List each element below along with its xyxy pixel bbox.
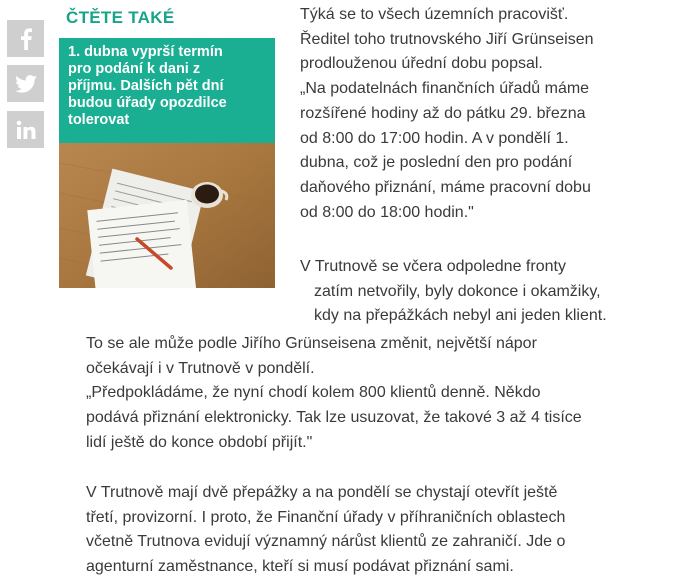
- text-line: očekávají i v Trutnově v pondělí.: [86, 359, 315, 377]
- text-line: Týká se to všech územních pracovišť.: [300, 6, 569, 23]
- related-article-title[interactable]: [59, 38, 275, 143]
- facebook-icon: [19, 28, 33, 50]
- text-line: prodlouženou úřední dobu popsal.: [300, 55, 543, 73]
- related-article-card[interactable]: [59, 38, 275, 288]
- share-twitter-button[interactable]: [7, 65, 44, 102]
- related-title-line: příjmu. Dalších pět dní: [68, 78, 224, 94]
- article-paragraph: [300, 3, 625, 225]
- text-line: V Trutnově mají dvě přepážky a na pondělí se chystají otevřít ještě: [86, 484, 558, 501]
- linkedin-icon: [16, 120, 36, 140]
- share-facebook-button[interactable]: [7, 20, 44, 57]
- text-line: To se ale může podle Jiřího Grünseisena změnit, největší nápor: [86, 335, 537, 352]
- tax-forms-coffee-photo: [59, 143, 275, 288]
- text-line: lidí ještě do konce období přijít.": [86, 433, 313, 451]
- text-line: kdy na přepážkách nebyl ani jeden klient.: [314, 307, 607, 325]
- twitter-icon: [15, 75, 37, 93]
- text-line: „Předpokládáme, že nyní chodí kolem 800 klientů denně. Někdo: [86, 384, 541, 402]
- text-line: dubna, což je poslední den pro podání: [300, 154, 573, 172]
- text-line: podává přiznání elektronicky. Tak lze usuzovat, že takové 3 až 4 tisíce: [86, 409, 582, 427]
- text-line: Ředitel toho trutnovského Jiří Grünseisen: [300, 30, 594, 48]
- text-line: zatím netvořily, byly dokonce i okamžiky,: [314, 282, 601, 300]
- related-title-line: 1. dubna vyprší termín: [68, 44, 223, 60]
- related-title-line: budou úřady opozdilce: [68, 95, 227, 111]
- related-title-line: pro podání k dani z: [68, 61, 201, 77]
- text-line: od 8:00 do 17:00 hodin. A v pondělí 1.: [300, 129, 569, 147]
- share-linkedin-button[interactable]: [7, 111, 44, 148]
- text-line: V Trutnově se včera odpoledne fronty: [300, 258, 566, 275]
- text-line: včetně Trutnova evidují významný nárůst klientů ze zahraničí. Jde o: [86, 533, 566, 551]
- related-section-title: ČTĚTE TAKÉ: [66, 8, 175, 27]
- text-line: daňového přiznání, máme pracovní dobu: [300, 178, 591, 196]
- article-paragraph: [300, 255, 630, 329]
- related-title-line: tolerovat: [68, 112, 130, 128]
- text-line: rozšířené hodiny až do pátku 29. března: [300, 104, 586, 122]
- text-line: od 8:00 do 18:00 hodin.": [300, 203, 474, 221]
- article-paragraph: [86, 332, 626, 456]
- text-line: agenturní zaměstnance, kteří si musí podávat přiznání sami.: [86, 558, 514, 576]
- text-line: třetí, provizorní. I proto, že Finanční úřady v příhraničních oblastech: [86, 508, 566, 526]
- text-line: „Na podatelnách finančních úřadů máme: [300, 80, 590, 98]
- article-paragraph: [86, 481, 626, 580]
- related-article-image[interactable]: [59, 143, 275, 288]
